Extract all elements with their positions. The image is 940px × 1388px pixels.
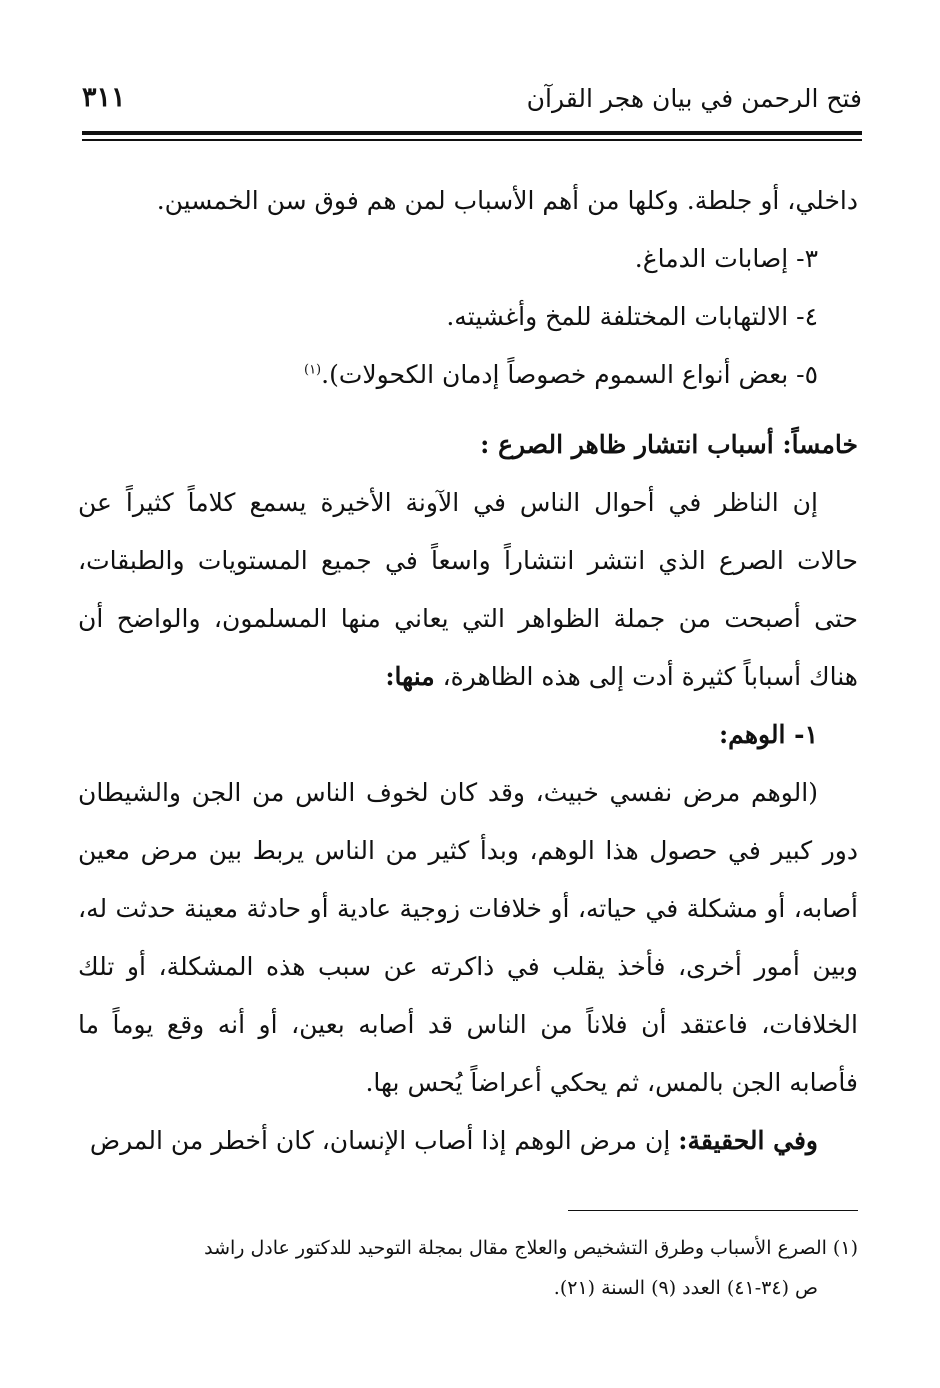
paragraph-1-tail: منها: [385, 662, 435, 691]
footnote-separator [568, 1210, 858, 1211]
footnote-line-1: (١) الصرع الأسباب وطرق التشخيص والعلاج مقال بمجلة التوحيد للدكتور عادل راشد [204, 1237, 858, 1259]
paragraph-2: (الوهم مرض نفسي خبيث، وقد كان لخوف الناس من الجن والشيطان دور كبير في حصول هذا الوهم، وبدأ كثير من الناس يربط بين مرض معين أصابه، أو مشكلة في حياته، أو خلافات زوجية عادية أو حادثة معينة حدثت له، وبين أمور أخرى، فأخذ يقلب في ذاكرته عن سبب هذه المشكلة، أو تلك الخلافات، فاعتقد أن فلاناً من الناس قد أصابه بعين، أو أنه وقع يوماً ما فأصابه الجن بالمس، ثم يحكي أعراضاً يُحس بها. [78, 778, 858, 1097]
continuation-line: داخلي، أو جلطة. وكلها من أهم الأسباب لمن هم فوق سن الخمسين. [156, 186, 858, 215]
book-title: فتح الرحمن في بيان هجر القرآن [526, 84, 862, 113]
header-rule-thick [82, 131, 862, 135]
header-rule-thin [82, 139, 862, 141]
footnote-marker[interactable]: (١) [303, 362, 322, 378]
paragraph-3 [78, 1112, 858, 1170]
list-item-5-text: ٥- بعض أنواع السموم خصوصاً إدمان الكحولات). [321, 360, 818, 389]
list-item-4: ٤- الالتهابات المختلفة للمخ وأغشيته. [446, 302, 818, 331]
paragraph-1-text: إن الناظر في أحوال الناس في الآونة الأخيرة يسمع كلاماً كثيراً عن حالات الصرع الذي انتشر انتشاراً واسعاً في جميع المستويات والطبقات، حتى أصبحت من جملة الظواهر التي يعاني منها المسلمون، والواضح أن هناك أسباباً كثيرة أدت إلى هذه الظاهرة، [78, 488, 858, 691]
running-header [82, 78, 862, 126]
section-heading: خامساً: أسباب انتشار ظاهر الصرع : [480, 430, 858, 459]
footnote [78, 1228, 858, 1308]
list-item-3: ٣- إصابات الدماغ. [634, 244, 818, 273]
subheading-wahm: ١- الوهم: [718, 720, 818, 749]
list-item-5 [78, 346, 858, 404]
main-text [78, 172, 858, 1170]
paragraph-1 [78, 474, 858, 706]
paragraph-3-lead: وفي الحقيقة: [678, 1126, 818, 1155]
paragraph-3-text: إن مرض الوهم إذا أصاب الإنسان، كان أخطر من المرض [89, 1126, 671, 1155]
page-number: ٣١١ [82, 82, 126, 113]
footnote-line-2: ص (٣٤-٤١) العدد (٩) السنة (٢١). [553, 1277, 818, 1299]
